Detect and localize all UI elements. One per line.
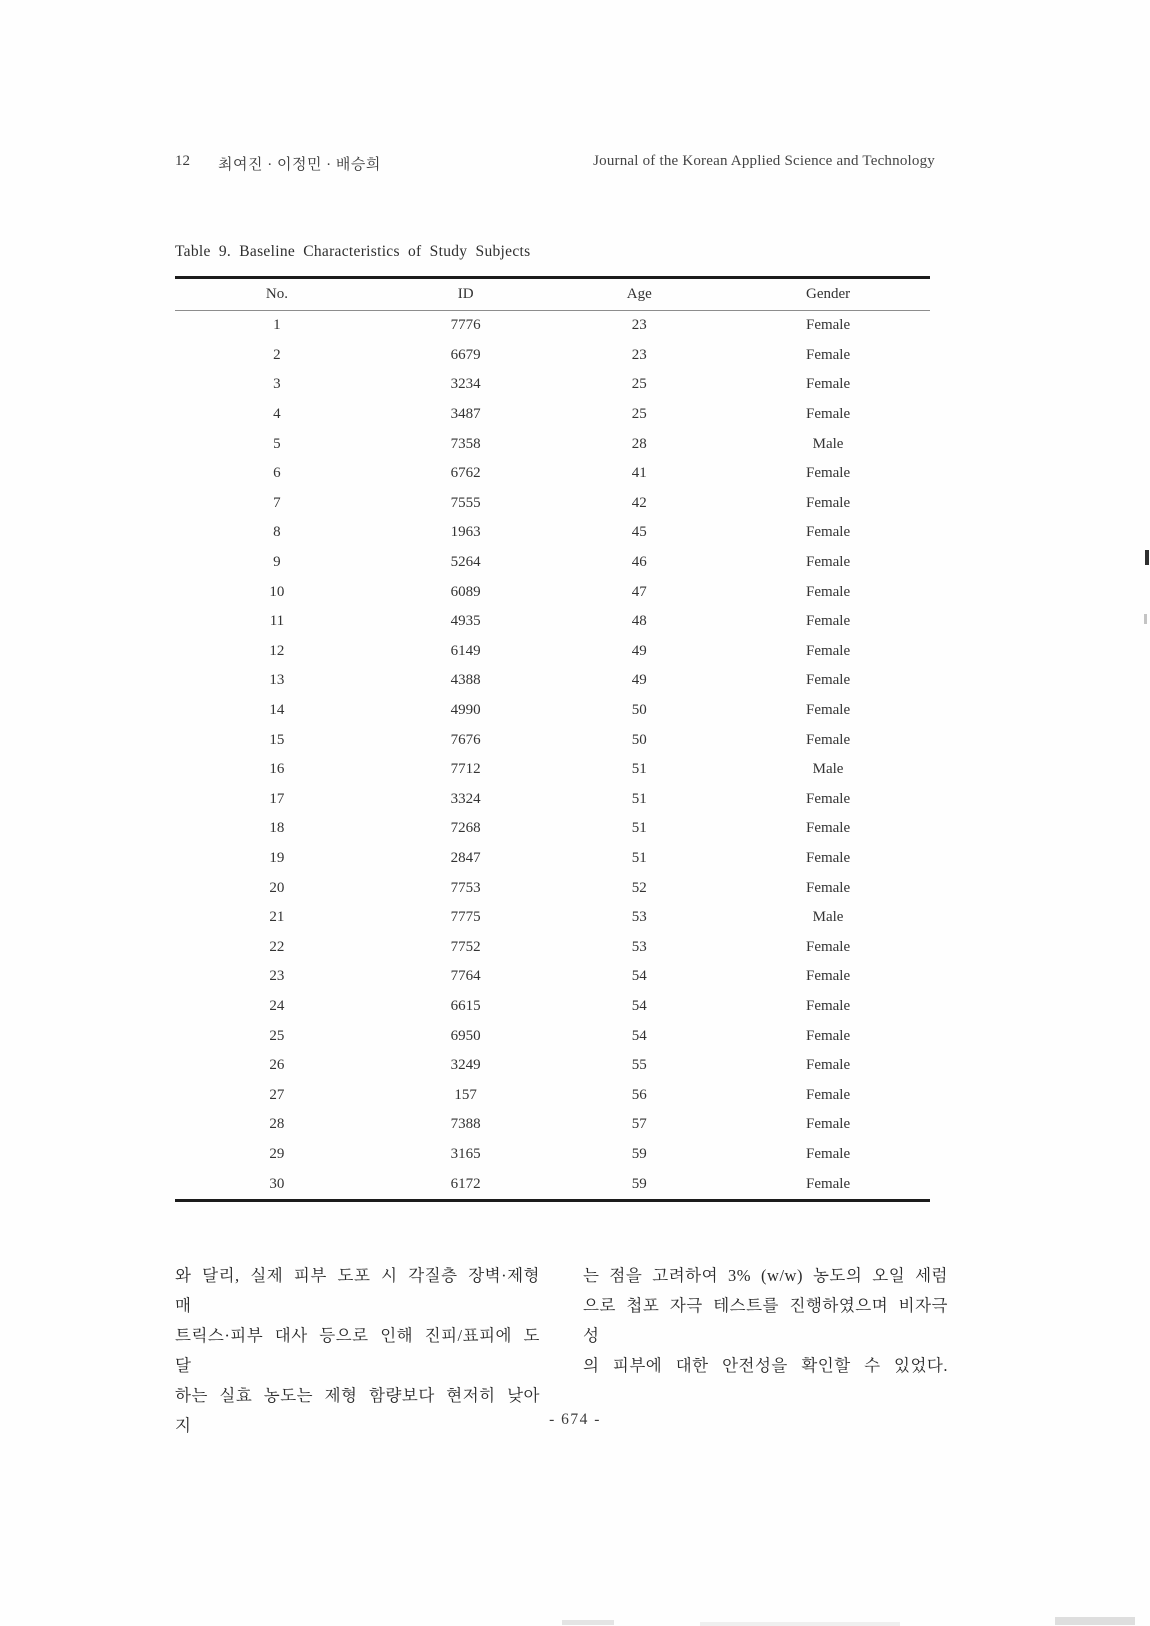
table-cell-id: 4388 [450, 672, 481, 689]
table-cell-age: 50 [631, 731, 647, 748]
table-row [175, 873, 930, 903]
table-cell-gender: Male [812, 761, 844, 778]
table-cell-age: 54 [631, 968, 647, 985]
table-cell-gender: Female [805, 1116, 851, 1133]
table-cell-no: 28 [269, 1116, 285, 1133]
table-cell-id: 3324 [450, 790, 481, 807]
table-cell-id: 6679 [450, 346, 481, 363]
table-cell-age: 25 [631, 376, 647, 393]
table-cell-age: 48 [631, 613, 647, 630]
table-cell-id: 3165 [450, 1145, 481, 1162]
table-cell-gender: Female [805, 1057, 851, 1074]
table-cell-no: 13 [269, 672, 285, 689]
table-cell-gender: Female [805, 938, 851, 955]
table-row [175, 489, 930, 519]
table-cell-no: 1 [273, 317, 281, 334]
table-cell-age: 51 [631, 761, 647, 778]
table-cell-age: 59 [631, 1145, 647, 1162]
column-header-age: Age [552, 278, 726, 311]
table-cell-id: 6149 [450, 642, 481, 659]
table-cell-age: 25 [631, 406, 647, 423]
table-cell-no: 20 [269, 879, 285, 896]
table-cell-no: 14 [269, 702, 285, 719]
table-cell-id: 157 [454, 1086, 477, 1103]
table-cell-gender: Female [805, 1027, 851, 1044]
table-row [175, 1051, 930, 1081]
table-cell-id: 7555 [450, 494, 481, 511]
table-row [175, 1169, 930, 1200]
table-row [175, 725, 930, 755]
table-cell-no: 4 [273, 406, 281, 423]
table-cell-no: 29 [269, 1145, 285, 1162]
table-cell-gender: Female [805, 554, 851, 571]
table-row [175, 932, 930, 962]
table-row [175, 637, 930, 667]
table-cell-gender: Female [805, 346, 851, 363]
table-cell-gender: Female [805, 879, 851, 896]
table-cell-age: 57 [631, 1116, 647, 1133]
table-row [175, 903, 930, 933]
table-cell-id: 7752 [450, 938, 481, 955]
table-cell-gender: Female [805, 613, 851, 630]
scan-artifact [700, 1622, 900, 1626]
table-caption: Table 9. Baseline Characteristics of Study Subjects [175, 243, 531, 260]
table-cell-age: 55 [631, 1057, 647, 1074]
body-text-line: 하는 실효 농도는 제형 함량보다 현저히 낮아지 [175, 1386, 540, 1435]
body-text-line: 으로 첩포 자극 테스트를 진행하였으며 비자극성 [583, 1296, 948, 1345]
table-cell-gender: Female [805, 1175, 851, 1192]
table-cell-age: 54 [631, 1027, 647, 1044]
table-cell-id: 7712 [450, 761, 481, 778]
table-cell-no: 18 [269, 820, 285, 837]
table-cell-gender: Male [812, 909, 844, 926]
table-cell-age: 41 [631, 465, 647, 482]
table-row [175, 1021, 930, 1051]
table-cell-gender: Female [805, 376, 851, 393]
table-cell-no: 2 [273, 346, 281, 363]
table-cell-id: 6950 [450, 1027, 481, 1044]
table-cell-age: 52 [631, 879, 647, 896]
table-cell-gender: Female [805, 524, 851, 541]
scan-artifact [1144, 614, 1147, 624]
table-cell-gender: Female [805, 968, 851, 985]
table-cell-no: 7 [273, 494, 281, 511]
body-text-line: 와 달리, 실제 피부 도포 시 각질층 장벽·제형 매 [175, 1266, 540, 1315]
table-row [175, 1080, 930, 1110]
table-cell-id: 6089 [450, 583, 481, 600]
table-cell-id: 7388 [450, 1116, 481, 1133]
running-head-left [175, 153, 381, 174]
table-row [175, 785, 930, 815]
body-text-line: 는 점을 고려하여 3% (w/w) 농도의 오일 세럼 [583, 1266, 948, 1285]
table-row [175, 518, 930, 548]
table-cell-no: 25 [269, 1027, 285, 1044]
table-cell-no: 15 [269, 731, 285, 748]
table-cell-id: 6615 [450, 997, 481, 1014]
header-authors: 최여진 · 이정민 · 배승희 [218, 157, 381, 173]
header-journal-title: Journal of the Korean Applied Science and Technology [593, 153, 935, 169]
table-cell-no: 9 [273, 554, 281, 571]
table-cell-gender: Female [805, 642, 851, 659]
table-cell-gender: Female [805, 672, 851, 689]
table-cell-id: 3234 [450, 376, 481, 393]
table-body [175, 311, 930, 1201]
table-cell-age: 54 [631, 997, 647, 1014]
table-cell-no: 11 [269, 613, 285, 630]
table-cell-no: 23 [269, 968, 285, 985]
table-cell-gender: Female [805, 731, 851, 748]
column-header-gender: Gender [726, 278, 930, 311]
table-row [175, 311, 930, 341]
table-cell-gender: Female [805, 790, 851, 807]
table-cell-age: 23 [631, 346, 647, 363]
table-cell-no: 30 [269, 1175, 285, 1192]
table-row [175, 666, 930, 696]
body-text-line: 의 피부에 대한 안전성을 확인할 수 있었다. [583, 1356, 948, 1375]
table-cell-id: 4935 [450, 613, 481, 630]
table-cell-age: 46 [631, 554, 647, 571]
table-cell-no: 16 [269, 761, 285, 778]
scan-artifact [1055, 1617, 1135, 1625]
table-cell-no: 3 [273, 376, 281, 393]
footer-page-number: - 674 - [549, 1411, 601, 1428]
table-cell-no: 12 [269, 642, 285, 659]
table-cell-age: 59 [631, 1175, 647, 1192]
table-row [175, 429, 930, 459]
running-head [175, 153, 935, 174]
table-cell-no: 6 [273, 465, 281, 482]
table-cell-no: 19 [269, 849, 285, 866]
table-row [175, 400, 930, 430]
table-row [175, 992, 930, 1022]
table-cell-gender: Female [805, 1145, 851, 1162]
table-cell-id: 7775 [450, 909, 481, 926]
table-cell-no: 10 [269, 583, 285, 600]
table-cell-age: 49 [631, 672, 647, 689]
table-row [175, 577, 930, 607]
table-cell-id: 2847 [450, 849, 481, 866]
table-cell-id: 4990 [450, 702, 481, 719]
table-row [175, 548, 930, 578]
table-cell-age: 23 [631, 317, 647, 334]
table-cell-age: 51 [631, 849, 647, 866]
table-row [175, 459, 930, 489]
table-cell-age: 28 [631, 435, 647, 452]
table-row [175, 341, 930, 371]
table-row [175, 696, 930, 726]
table-cell-gender: Female [805, 820, 851, 837]
table-cell-id: 7676 [450, 731, 481, 748]
table-cell-age: 53 [631, 938, 647, 955]
table-cell-gender: Female [805, 849, 851, 866]
table-cell-gender: Female [805, 702, 851, 719]
column-header-no: No. [175, 278, 379, 311]
table-cell-age: 56 [631, 1086, 647, 1103]
table-row [175, 1110, 930, 1140]
table-cell-age: 45 [631, 524, 647, 541]
table-cell-id: 7358 [450, 435, 481, 452]
table-cell-age: 53 [631, 909, 647, 926]
table-cell-id: 5264 [450, 554, 481, 571]
table-cell-gender: Female [805, 1086, 851, 1103]
table-cell-gender: Female [805, 406, 851, 423]
table-cell-id: 7764 [450, 968, 481, 985]
table-cell-age: 49 [631, 642, 647, 659]
table-cell-no: 26 [269, 1057, 285, 1074]
table-row [175, 370, 930, 400]
column-header-id: ID [379, 278, 553, 311]
table-cell-no: 27 [269, 1086, 285, 1103]
scan-artifact [1145, 550, 1149, 565]
table-cell-no: 8 [273, 524, 281, 541]
table-cell-id: 6172 [450, 1175, 481, 1192]
table-cell-age: 42 [631, 494, 647, 511]
table-cell-age: 51 [631, 790, 647, 807]
subjects-table [175, 276, 930, 1202]
table-row [175, 814, 930, 844]
scan-artifact [562, 1620, 614, 1625]
table-cell-gender: Female [805, 465, 851, 482]
table-cell-no: 17 [269, 790, 285, 807]
table-cell-gender: Female [805, 583, 851, 600]
body-text-line: 트릭스·피부 대사 등으로 인해 진피/표피에 도달 [175, 1326, 540, 1375]
table-row [175, 1140, 930, 1170]
table-cell-gender: Female [805, 494, 851, 511]
table-header-row [175, 278, 930, 311]
table-cell-age: 50 [631, 702, 647, 719]
table-cell-no: 5 [273, 435, 281, 452]
table-cell-id: 3249 [450, 1057, 481, 1074]
table-cell-id: 7268 [450, 820, 481, 837]
table-cell-gender: Male [812, 435, 844, 452]
table-row [175, 607, 930, 637]
table-cell-gender: Female [805, 317, 851, 334]
table-cell-age: 47 [631, 583, 647, 600]
table-cell-age: 51 [631, 820, 647, 837]
table-cell-gender: Female [805, 997, 851, 1014]
table-row [175, 755, 930, 785]
table-row [175, 844, 930, 874]
table-cell-id: 7753 [450, 879, 481, 896]
table-cell-id: 1963 [450, 524, 481, 541]
table-cell-no: 24 [269, 997, 285, 1014]
table-row [175, 962, 930, 992]
table-cell-no: 21 [269, 909, 285, 926]
table-cell-no: 22 [269, 938, 285, 955]
table-cell-id: 7776 [450, 317, 481, 334]
table-cell-id: 6762 [450, 465, 481, 482]
header-page-number: 12 [175, 153, 190, 169]
table-cell-id: 3487 [450, 406, 481, 423]
